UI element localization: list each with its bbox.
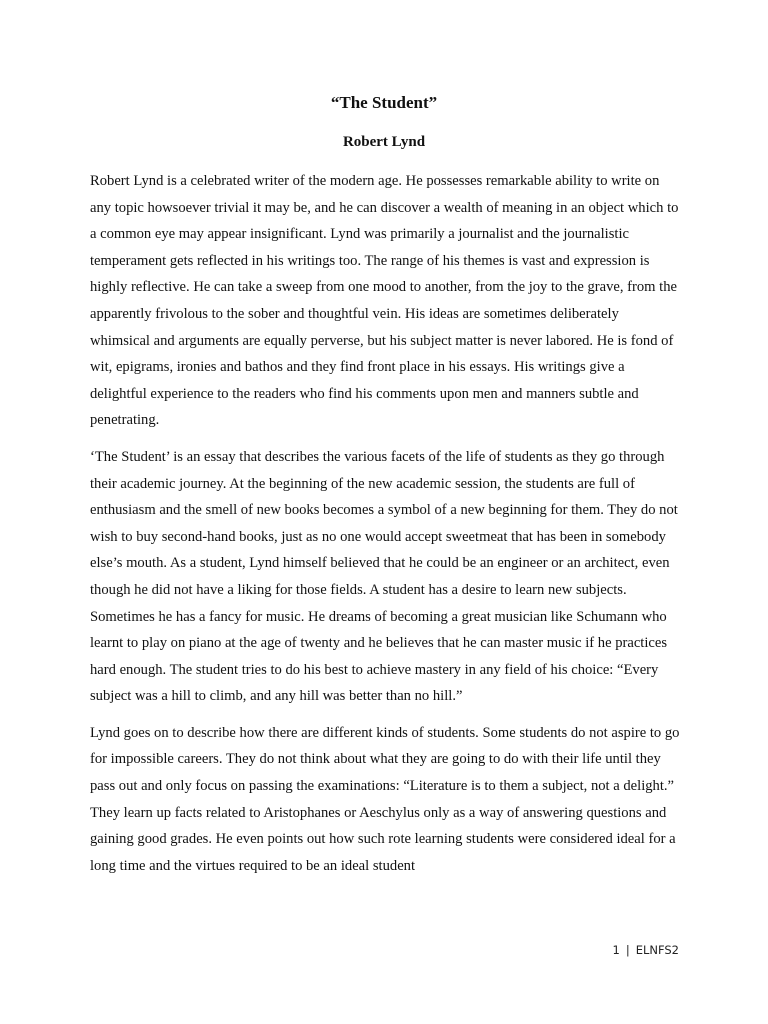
essay-author: Robert Lynd (342, 134, 426, 150)
essay-title: “The Student” (330, 93, 438, 112)
paragraph: Lynd goes on to describe how there are different kinds of students. Some students do not aspire to go for impossible careers. They do not think about what they are going to do with their life until they pass out and only focus on passing the examinations: “Literature is to them a subject, not a delight.” They learn up facts related to Aristophanes or Aeschylus only as a way of answering questions and gaining good grades. He even points out how such rote learning students were considered ideal for a long time and the virtues required to be an ideal student (90, 724, 680, 874)
paragraph: Robert Lynd is a celebrated writer of the modern age. He possesses remarkable ability to write on any topic howsoever trivial it may be, and he can discover a wealth of meaning in an object which to a common eye may appear insignificant. Lynd was primarily a journalist and the journalistic temperament gets reflected in his writings too. The range of his themes is vast and expression is highly reflective. He can take a sweep from one mood to another, from the joy to the grave, from the apparently frivolous to the sober and thoughtful vein. His ideas are sometimes deliberately whimsical and arguments are equally perverse, but his subject matter is never labored. He is fond of wit, epigrams, ironies and bathos and they find front place in his essays. His writings give a delightful experience to the readers who find his comments upon men and manners subtle and penetrating. (90, 173, 679, 429)
page-footer (612, 943, 679, 957)
page-number: 1 (612, 943, 620, 957)
footer-label: ELNFS2 (635, 943, 679, 957)
footer-separator: | (625, 943, 630, 957)
paragraph: ‘The Student’ is an essay that describes the various facets of the life of students as they go through their academic journey. At the beginning of the new academic session, the students are full of enthusiasm and the smell of new books becomes a symbol of a new beginning for them. They do not wish to buy second-hand books, just as no one would accept sweetmeat that has been in somebody else’s mouth. As a student, Lynd himself believed that he could be an engineer or an architect, even though he did not have a liking for those fields. A student has a desire to learn new subjects. Sometimes he has a fancy for music. He dreams of becoming a great musician like Schumann who learnt to play on piano at the age of twenty and he believes that he can master music if he practices hard enough. The student tries to do his best to achieve mastery in any field of his choice: “Every subject was a hill to climb, and any hill was better than no hill.” (90, 448, 678, 705)
essay-body (90, 168, 680, 889)
